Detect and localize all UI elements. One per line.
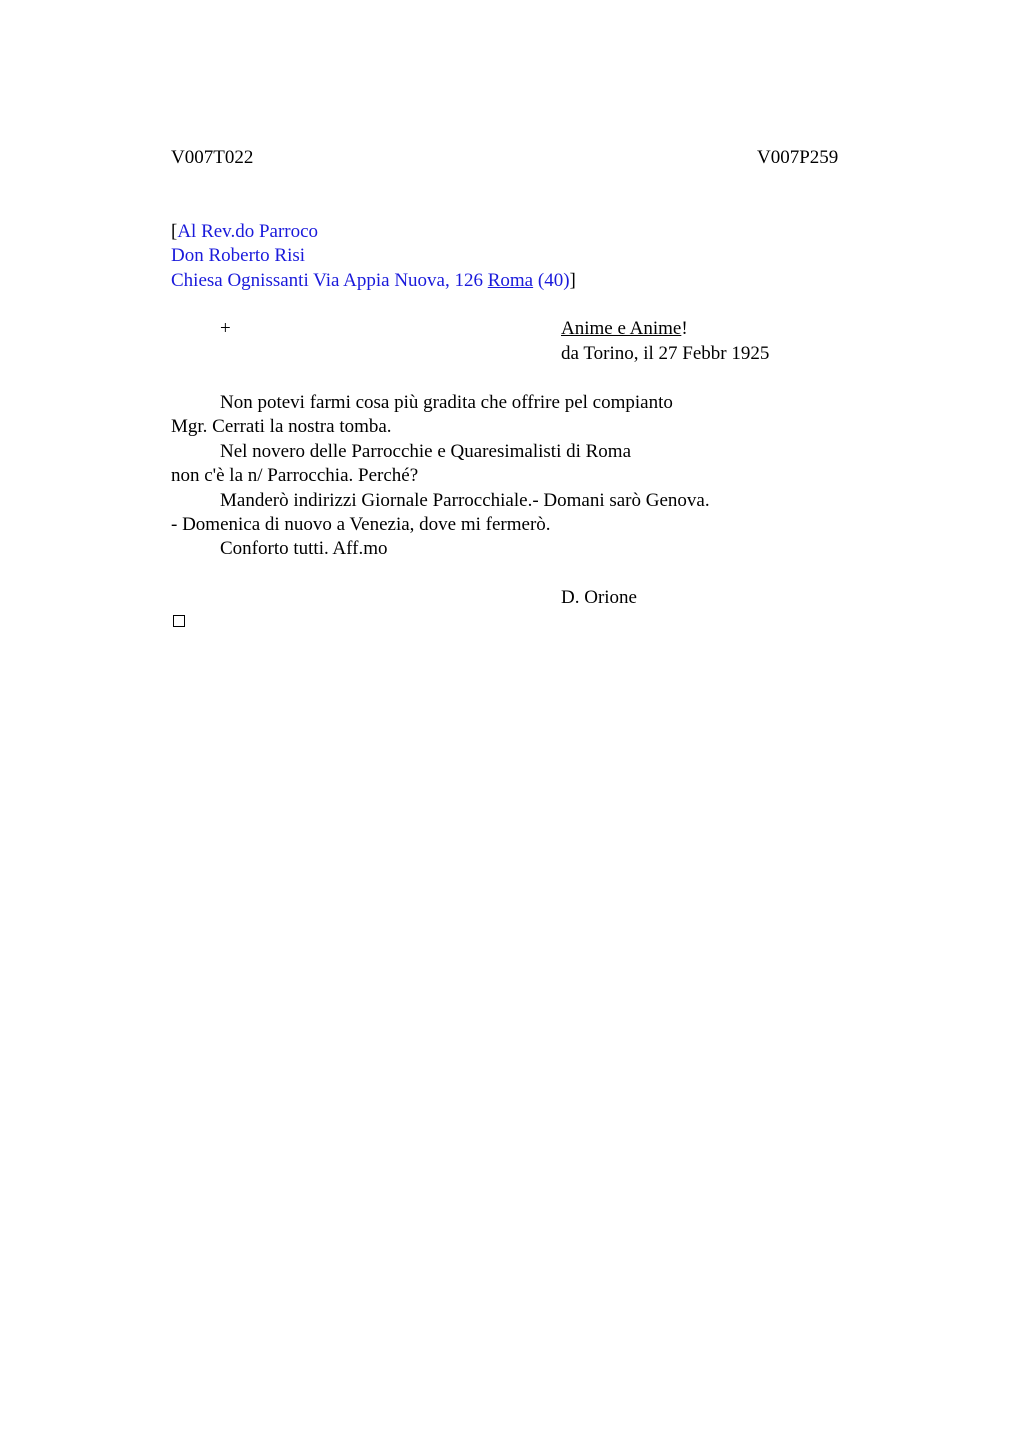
body-line: - Domenica di nuovo a Venezia, dove mi fermerò. [171, 514, 551, 535]
body-line: Conforto tutti. Aff.mo [220, 538, 388, 559]
motto [561, 317, 688, 341]
body-line: Non potevi farmi cosa più gradita che offrire pel compianto [220, 392, 673, 413]
document-code-left: V007T022 [171, 147, 254, 168]
open-bracket: [ [171, 221, 178, 242]
address-line-1 [171, 220, 318, 244]
letter-date: da Torino, il 27 Febbr 1925 [561, 343, 770, 364]
address-recipient-title: Al Rev.do Parroco [177, 221, 319, 242]
cross-mark: + [220, 318, 231, 339]
end-square-icon [173, 615, 185, 627]
address-city: Roma [487, 270, 534, 291]
body-line: Mgr. Cerrati la nostra tomba. [171, 416, 392, 437]
body-line: Nel novero delle Parrocchie e Quaresimalisti di Roma [220, 441, 632, 462]
address-line-2: Don Roberto Risi [171, 245, 306, 266]
close-bracket: ] [569, 270, 576, 291]
address-street: Chiesa Ognissanti Via Appia Nuova, 126 [171, 270, 488, 291]
address-postal: (40) [533, 270, 570, 291]
body-line: non c'è la n/ Parrocchia. Perché? [171, 465, 419, 486]
address-line-3 [171, 269, 576, 293]
motto-text: Anime e Anime [561, 318, 682, 339]
signature: D. Orione [561, 587, 637, 608]
body-line: Manderò indirizzi Giornale Parrocchiale.- Domani sarò Genova. [220, 490, 710, 511]
document-code-right: V007P259 [757, 147, 839, 168]
motto-punctuation: ! [681, 318, 688, 339]
